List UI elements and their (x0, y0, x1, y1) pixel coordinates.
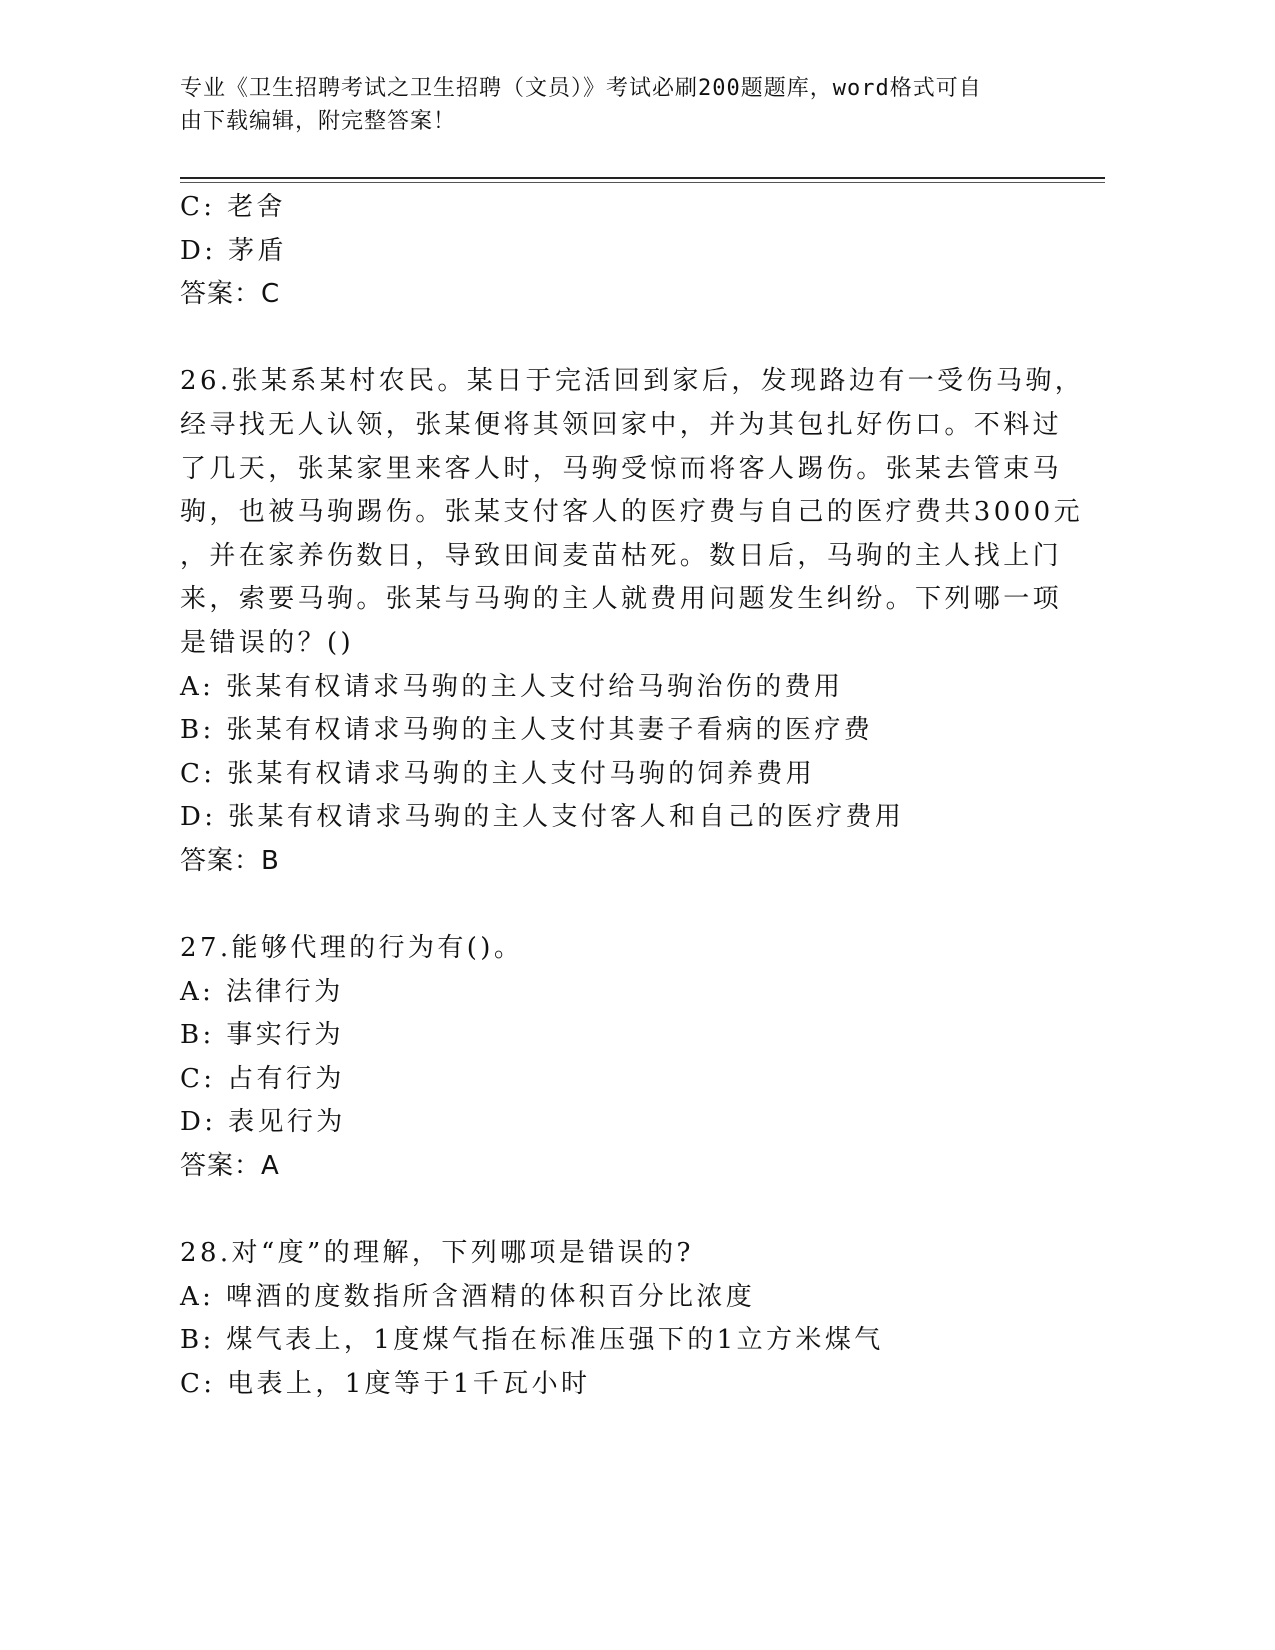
question-26 (180, 360, 1085, 883)
q26-stem-line: ，并在家养伤数日，导致田间麦苗枯死。数日后，马驹的主人找上门 (180, 540, 1063, 571)
q25-option-d: D: 茅盾 (180, 235, 287, 266)
q26-stem-line: 经寻找无人认领，张某便将其领回家中，并为其包扎好伤口。不料过 (180, 409, 1063, 440)
spacer (180, 317, 1040, 361)
q25-option-c: C: 老舍 (180, 192, 286, 222)
spacer (180, 884, 1040, 928)
q26-option-a: A: 张某有权请求马驹的主人支付给马驹治伤的费用 (180, 671, 844, 702)
q27-stem: 27.能够代理的行为有()。 (180, 933, 524, 964)
question-25-tail (180, 186, 1040, 317)
q26-stem-line: 是错误的？() (180, 627, 355, 658)
q26-stem-line: 了几天，张某家里来客人时，马驹受惊而将客人踢伤。张某去管束马 (180, 453, 1063, 484)
q27-option-a: A: 法律行为 (180, 976, 344, 1007)
q27-option-b: B: 事实行为 (180, 1020, 344, 1051)
question-content (180, 186, 1085, 1407)
spacer (180, 1189, 1040, 1233)
question-28 (180, 1232, 1040, 1406)
q26-stem-line: 来，索要马驹。张某与马驹的主人就费用问题发生纠纷。下列哪一项 (180, 584, 1063, 615)
q26-stem-line: 驹，也被马驹踢伤。张某支付客人的医疗费与自己的医疗费共3000元 (180, 497, 1083, 528)
q27-option-c: C: 占有行为 (180, 1063, 345, 1094)
document-header (180, 72, 1040, 138)
q27-option-d: D: 表见行为 (180, 1107, 346, 1138)
header-line-1: 专业《卫生招聘考试之卫生招聘（文员）》考试必刷200题题库，word格式可自 (180, 76, 982, 101)
q28-option-a: A: 啤酒的度数指所含酒精的体积百分比浓度 (180, 1281, 756, 1312)
q26-option-c: C: 张某有权请求马驹的主人支付马驹的饲养费用 (180, 758, 816, 789)
q26-option-b: B: 张某有权请求马驹的主人支付其妻子看病的医疗费 (180, 715, 874, 746)
q28-stem: 28.对“度”的理解，下列哪项是错误的? (180, 1238, 694, 1269)
q26-option-d: D: 张某有权请求马驹的主人支付客人和自己的医疗费用 (180, 802, 905, 833)
q26-answer: 答案：B (180, 845, 280, 876)
q25-answer: 答案：C (180, 279, 281, 310)
q26-stem-line: 26.张某系某村农民。某日于完活回到家后，发现路边有一受伤马驹， (180, 366, 1085, 397)
header-divider-thick (180, 177, 1105, 179)
header-divider-thin (180, 182, 1105, 183)
question-27 (180, 927, 1040, 1189)
q27-answer: 答案：A (180, 1151, 280, 1182)
q28-option-c: C: 电表上，1度等于1千瓦小时 (180, 1369, 591, 1400)
q28-option-b: B: 煤气表上，1度煤气指在标准压强下的1立方米煤气 (180, 1325, 884, 1356)
header-line-2: 由下载编辑，附完整答案！ (180, 109, 457, 134)
